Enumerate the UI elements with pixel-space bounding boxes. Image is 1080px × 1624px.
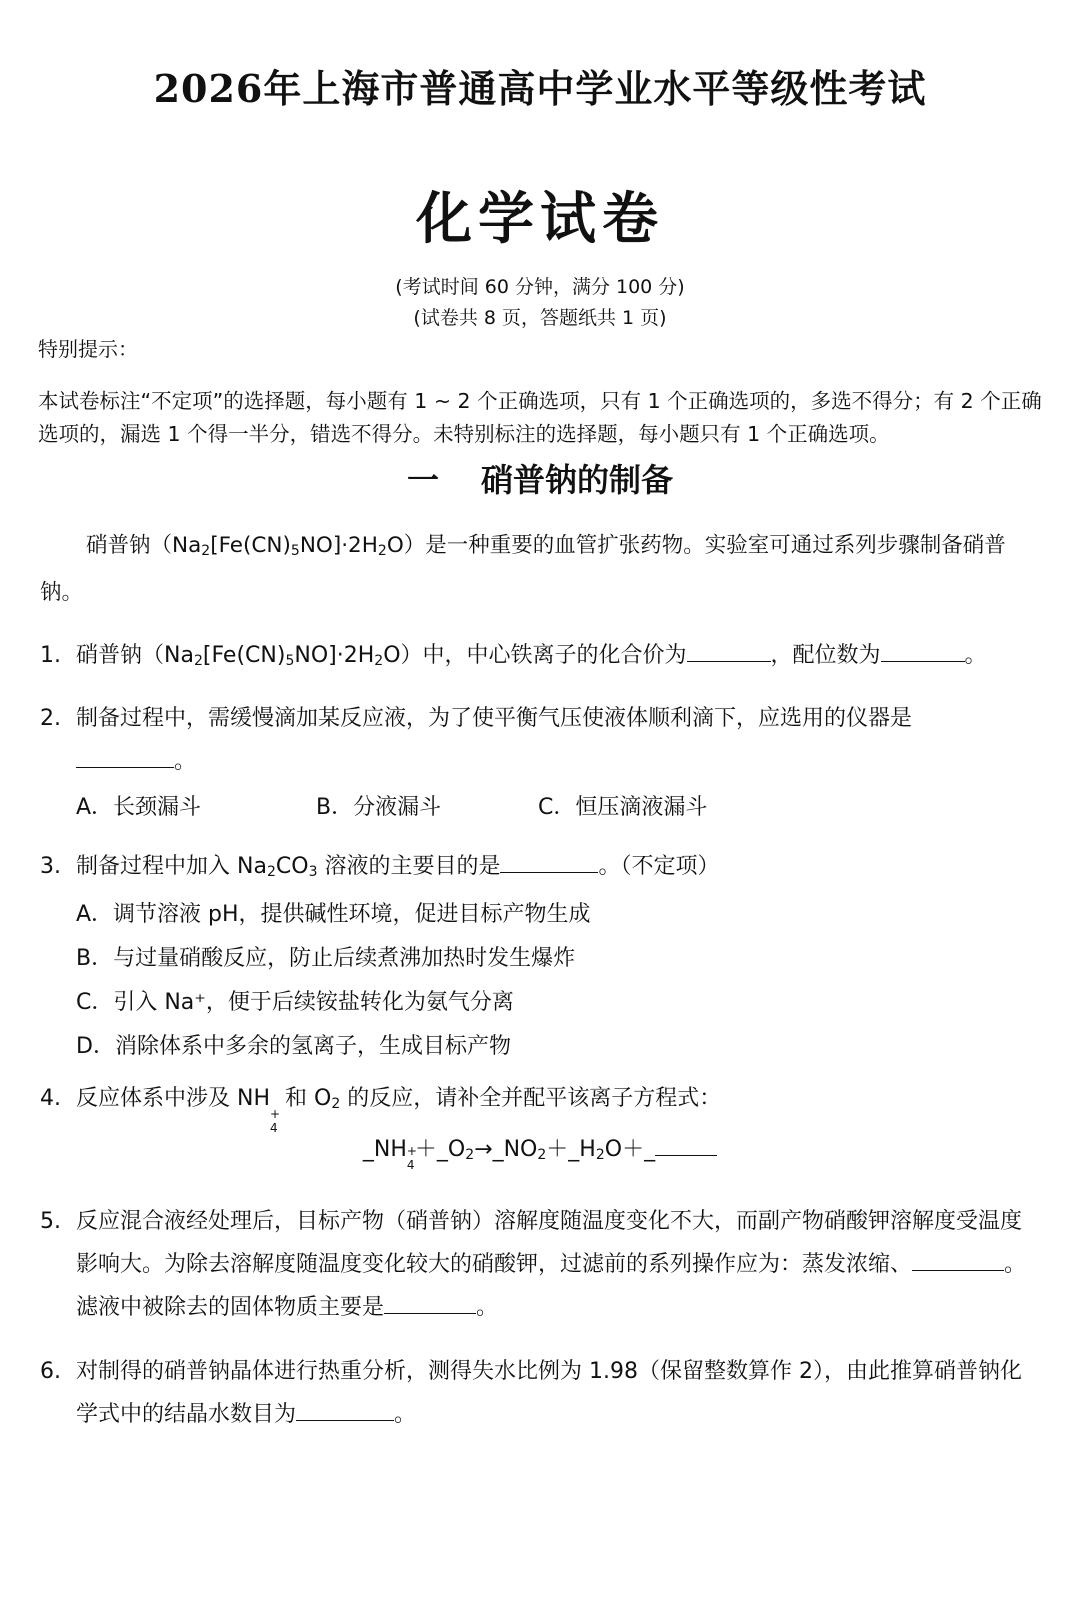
question-number: 1. <box>40 643 61 668</box>
question-6: 6. 对制得的硝普钠晶体进行热重分析，测得失水比例为 1.98（保留整数算作 2），由此推算硝普钠化学式中的结晶水数目为 。 <box>40 1350 1040 1436</box>
question-number: 5. <box>40 1209 61 1234</box>
question-number: 3. <box>40 854 61 879</box>
section-title: 硝普钠的制备 <box>481 461 674 499</box>
answer-blank[interactable] <box>912 1250 1004 1271</box>
answer-blank[interactable] <box>296 1400 394 1421</box>
q2-option-b: B．分液漏斗 <box>316 795 442 820</box>
notice-text <box>38 352 1048 451</box>
q3-option-a: A．调节溶液 pH，提供碱性环境，促进目标产物生成 <box>76 902 591 927</box>
q3-option-d: D．消除体系中多余的氢离子，生成目标产物 <box>76 1034 511 1059</box>
section-number: 一 <box>406 461 439 499</box>
exam-duration-info: (考试时间 60 分钟，满分 100 分) <box>395 276 685 298</box>
exam-title: 2026年上海市普通高中学业水平等级性考试 <box>153 66 927 111</box>
question-number: 2. <box>40 706 61 731</box>
notice-content: 本试卷标注“不定项”的选择题，每小题有 1 ~ 2 个正确选项，只有 1 个正确选项的，多选不得分；有 2 个正确选项的，漏选 1 个得一半分，错选不得分。未特别标注的选择题，每小题只有 1 个正确选项。 <box>38 389 1042 446</box>
answer-blank[interactable] <box>655 1135 717 1156</box>
question-2: 2. 制备过程中，需缓慢滴加某反应液，为了使平衡气压使液体顺利滴下，应选用的仪器是 。 <box>40 697 1040 783</box>
question-number: 6. <box>40 1359 61 1384</box>
question-number: 4. <box>40 1086 61 1111</box>
question-3: 3. 制备过程中加入 $Na_2CO_3$ 溶液的主要目的是 。（不定项） <box>40 845 1040 894</box>
q3-option-b: B．与过量硝酸反应，防止后续煮沸加热时发生爆炸 <box>76 946 576 971</box>
exam-pages-info: (试卷共 8 页，答题纸共 1 页) <box>413 307 667 329</box>
answer-blank[interactable] <box>687 641 771 662</box>
q3-option-c: C．引入 Na⁺，便于后续铵盐转化为氨气分离 <box>76 990 514 1015</box>
subject-title: 化学试卷 <box>416 186 664 252</box>
answer-blank[interactable] <box>881 641 965 662</box>
answer-blank[interactable] <box>500 852 598 873</box>
question-4: 4. 反应体系中涉及 NH + 4 和 $O_2$ 的反应，请补全并配平该离子方程式： <box>40 1077 1040 1126</box>
q2-option-c: C．恒压滴液漏斗 <box>538 795 708 820</box>
answer-blank[interactable] <box>76 747 174 768</box>
question-5: 5. 反应混合液经处理后，目标产物（硝普钠）溶解度随温度变化不大，而副产物硝酸钾溶解度受温度影响大。为除去溶解度随温度变化较大的硝酸钾，过滤前的系列操作应为：蒸发浓缩、 。滤液中被除去的固体物质主要是 。 <box>40 1200 1040 1329</box>
notice-label: 特别提示： <box>38 337 138 361</box>
question-1: 1. 硝普钠$(Na_2[Fe(CN)_5NO]\cdot 2H_2O)$中，中心铁离子的化合价为 ，配位数为 。 <box>40 634 1040 683</box>
ionic-equation: _NH + 4 $+\_O_2\to\_NO_2+\_H_2O+\_$ <box>0 1132 1080 1163</box>
answer-blank[interactable] <box>384 1293 476 1314</box>
q2-option-a: A．长颈漏斗 <box>76 795 202 820</box>
intro-paragraph: 硝普钠$(Na_2[Fe(CN)_5NO]\cdot 2H_2O)$是一种重要的血管扩张药物。实验室可通过系列步骤制备硝普钠。 <box>40 533 1006 605</box>
section-heading <box>0 455 1080 501</box>
